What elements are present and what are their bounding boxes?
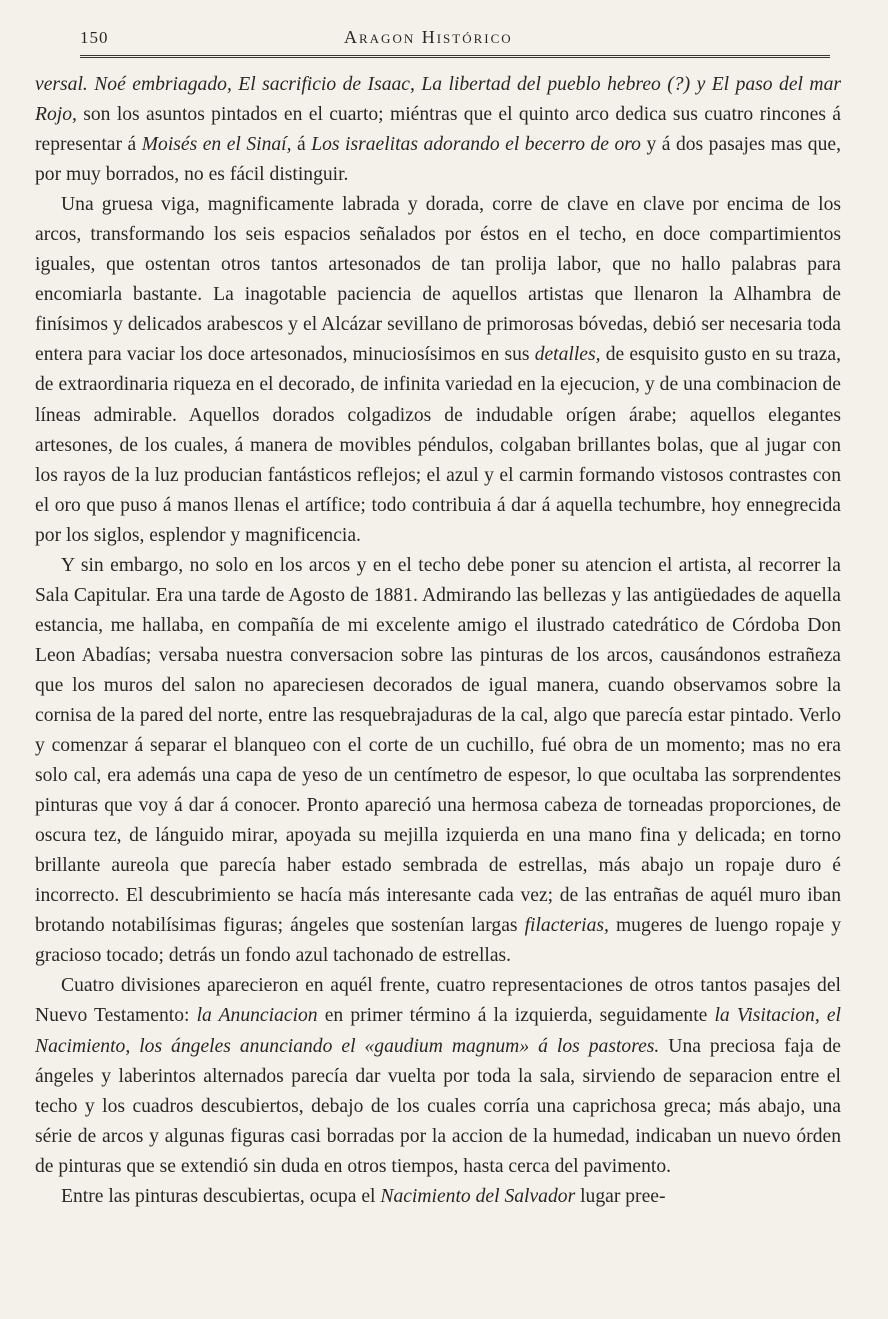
italic-text: filacterias, <box>524 915 609 937</box>
italic-text: detalles, <box>534 344 601 366</box>
paragraph <box>35 190 841 551</box>
text-run: Entre las pinturas descubiertas, ocupa el <box>61 1185 381 1207</box>
italic-text: Moisés en el Sinaí, <box>141 134 292 156</box>
text-run: y á dos pasajes mas que, por muy borrados, no es fácil distinguir. <box>35 134 841 186</box>
text-run: lugar pree- <box>575 1185 666 1207</box>
body-text <box>35 70 841 1212</box>
text-run: á <box>291 134 312 156</box>
text-run: Una preciosa faja de ángeles y laberintos alternados parecía dar vuelta por toda la sala, sirviendo de separacion entre el techo y los cuadros descubiertos, debajo de los cuales corría una caprichosa greca; más abajo, una série de arcos y algunas figuras casi borradas por la accion de la humedad, indicaban un nuevo órden de pinturas que se extendió sin duda en otros tiempos, hasta cerca del pavimento. <box>35 1035 842 1177</box>
text-run: Una gruesa viga, magnificamente labrada y dorada, corre de clave en clave por encima de los arcos, transformando los seis espacios señalados por éstos en el techo, en doce compartimientos iguales, que ostentan otros tantos artesonados de tan prolija labor, que no hallo palabras para encomiarla bastante. La inagotable paciencia de aquellos artistas que llenaron la Alhambra de finísimos y delicados arabescos y el Alcázar sevillano de primorosas bóvedas, debió ser necesaria toda entera para vaciar los doce artesonados, minuciosísimos en sus <box>35 194 841 366</box>
running-title: Aragon Histórico <box>344 27 513 47</box>
page-header <box>0 0 888 60</box>
text-run: mugeres de luengo ropaje y gracioso tocado; detrás un fondo azul tachonado de estrellas. <box>35 915 841 967</box>
header-rule <box>80 55 830 58</box>
italic-text: Los israelitas adorando el becerro de oro <box>311 134 641 156</box>
paragraph <box>35 70 841 190</box>
italic-text: versal. Noé embriagado, El sacrificio de Isaac, La libertad del pueblo hebreo (?) y El paso del mar Rojo, <box>35 74 841 126</box>
paragraph <box>35 551 841 972</box>
italic-text: Nacimiento del Salvador <box>380 1185 576 1207</box>
text-run: Cuatro divisiones aparecieron en aquél frente, cuatro representaciones de otros tantos pasajes del Nuevo Testamento: <box>35 975 841 1027</box>
italic-text: la Visitacion, el Nacimiento, los ángeles anunciando el «gaudium magnum» á los pastores. <box>35 1005 841 1057</box>
page-number: 150 <box>80 28 109 47</box>
text-run: son los asuntos pintados en el cuarto; miéntras que el quinto arco dedica sus cuatro rincones á representar á <box>35 104 841 156</box>
paragraph <box>35 971 841 1181</box>
text-run: Y sin embargo, no solo en los arcos y en el techo debe poner su atencion el artista, al recorrer la Sala Capitular. Era una tarde de Agosto de 1881. Admirando las bellezas y las antigüedades de aquella estancia, me hallaba, en compañía de mi excelente amigo el ilustrado catedrático de Córdoba Don Leon Abadías; versaba nuestra conversacion sobre las pinturas de los arcos, causándonos estrañeza que los muros del salon no apareciesen decorados de igual manera, cuando observamos sobre la cornisa de la pared del norte, entre las resquebrajaduras de la cal, algo que parecía estar pintado. Verlo y comenzar á separar el blanqueo con el corte de un cuchillo, fué obra de un momento; mas no era solo cal, era además una capa de yeso de un centímetro de espesor, lo que ocultaba las sorprendentes pinturas que voy á dar á conocer. Pronto apareció una hermosa cabeza de torneadas proporciones, de oscura tez, de lánguido mirar, apoyada su mejilla izquierda en una mano fina y delicada; en torno brillante aureola que parecía haber estado sembrada de estrellas, más abajo un ropaje duro é incorrecto. El descubrimiento se hacía más interesante cada vez; de las entrañas de aquél muro iban brotando notabilísimas figuras; ángeles que sostenían largas <box>35 554 841 937</box>
italic-text: la Anunciacion <box>196 1005 318 1027</box>
text-run: en primer término á la izquierda, seguidamente <box>317 1005 715 1027</box>
paragraph <box>35 1182 841 1212</box>
text-run: de esquisito gusto en su traza, de extraordinaria riqueza en el decorado, de infinita variedad en la ejecucion, y de una combinacion de líneas admirable. Aquellos dorados colgadizos de indudable orígen árabe; aquellos elegantes artesones, de los cuales, á manera de movibles péndulos, colgaban brillantes bolas, que al jugar con los rayos de la luz producian fantásticos reflejos; el azul y el carmin formando vistosos contrastes con el oro que puso á manos llenas el artífice; todo contribuia á dar á aquella techumbre, hoy ennegrecida por los siglos, esplendor y magnificencia. <box>35 344 841 546</box>
